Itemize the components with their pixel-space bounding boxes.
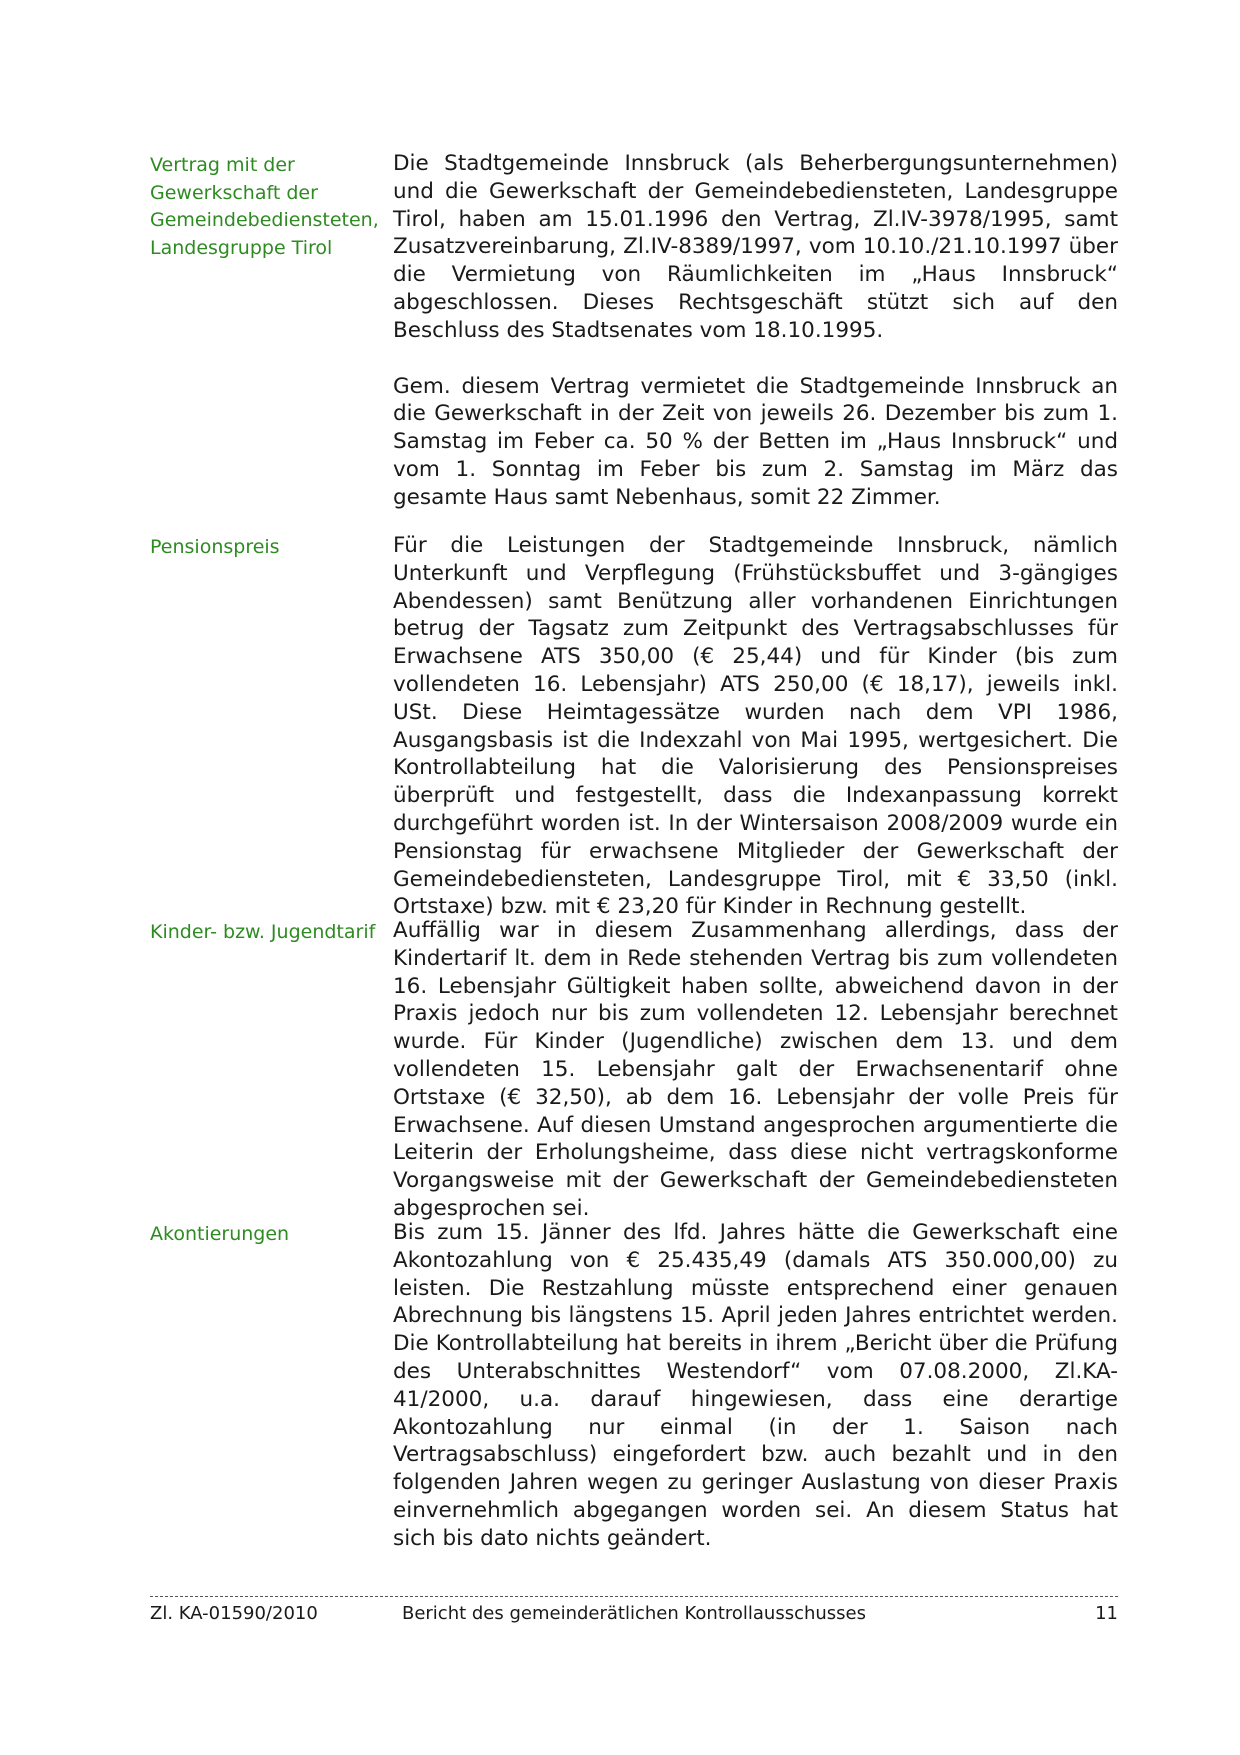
section-contract-body [393, 150, 1118, 512]
page-footer [150, 1600, 1118, 1630]
footer-title: Bericht des gemeinderätlichen Kontrollausschusses [401, 1603, 867, 1624]
footer-reference: Zl. KA-01590/2010 [150, 1603, 318, 1624]
margin-label-pension-price: Pensionspreis [150, 536, 280, 558]
margin-label-contract: Vertrag mit der Gewerkschaft der Gemeindebediensteten, Landesgruppe Tirol [150, 154, 379, 259]
paragraph-advance-payments: Bis zum 15. Jänner des lfd. Jahres hätte die Gewerkschaft eine Akontozahlung von € 25.435,49 (damals ATS 350.000,00) zu leisten. Die Restzahlung müsste entsprechend einer genauen Abrechnung bis längstens 15. April jeden Jahres entrichtet werden. Die Kontrollabteilung hat bereits in ihrem „Bericht über die Prüfung des Unterabschnittes Westendorf“ vom 07.08.2000, Zl.KA-41/2000, u.a. darauf hingewiesen, dass eine derartige Akontozahlung nur einmal (in der 1. Saison nach Vertragsabschluss) eingefordert bzw. auch bezahlt und in den folgenden Jahren wegen zu geringer Auslastung von dieser Praxis einvernehmlich abgegangen worden sei. An diesem Status hat sich bis dato nichts geändert. [393, 1220, 1118, 1551]
section-pension-price-body [393, 532, 1118, 921]
paragraph-contract-1: Die Stadtgemeinde Innsbruck (als Beherbergungsunternehmen) und die Gewerkschaft der Gemeindebediensteten, Landesgruppe Tirol, haben am 15.01.1996 den Vertrag, Zl.IV-3978/1995, samt Zusatzvereinbarung, Zl.IV-8389/1997, vom 10.10./21.10.1997 über die Vermietung von Räumlichkeiten im „Haus Innsbruck“ abgeschlossen. Dieses Rechtsgeschäft stützt sich auf den Beschluss des Stadtsenates vom 18.10.1995. [393, 151, 1118, 343]
page-number: 11 [1095, 1603, 1118, 1624]
margin-label-youth-tariff: Kinder- bzw. Jugendtarif [150, 921, 376, 943]
margin-label-advance-payments: Akontierungen [150, 1223, 290, 1245]
section-advance-payments-body [393, 1219, 1118, 1553]
paragraph-contract-2: Gem. diesem Vertrag vermietet die Stadtgemeinde Innsbruck an die Gewerkschaft in der Zeit von jeweils 26. Dezember bis zum 1. Samstag im Feber ca. 50 % der Betten im „Haus Innsbruck“ und vom 1. Sonntag im Feber bis zum 2. Samstag im März das gesamte Haus samt Nebenhaus, somit 22 Zimmer. [393, 373, 1118, 510]
section-youth-tariff-body [393, 917, 1118, 1223]
paragraph-pension-price: Für die Leistungen der Stadtgemeinde Innsbruck, nämlich Unterkunft und Verpflegung (Frühstücksbuffet und 3-gängiges Abendessen) samt Benützung aller vorhandenen Einrichtungen betrug der Tagsatz zum Zeitpunkt des Vertragsabschlusses für Erwachsene ATS 350,00 (€ 25,44) und für Kinder (bis zum vollendeten 16. Lebensjahr) ATS 250,00 (€ 18,17), jeweils inkl. USt. Diese Heimtagessätze wurden nach dem VPI 1986, Ausgangsbasis ist die Indexzahl von Mai 1995, wertgesichert. Die Kontrollabteilung hat die Valorisierung des Pensionspreises überprüft und festgestellt, dass die Indexanpassung korrekt durchgeführt worden ist. In der Wintersaison 2008/2009 wurde ein Pensionstag für erwachsene Mitglieder der Gewerkschaft der Gemeindebediensteten, Landesgruppe Tirol, mit € 33,50 (inkl. Ortstaxe) bzw. mit € 23,20 für Kinder in Rechnung gestellt. [393, 533, 1118, 920]
paragraph-youth-tariff: Auffällig war in diesem Zusammenhang allerdings, dass der Kindertarif lt. dem in Rede stehenden Vertrag bis zum vollendeten 16. Lebensjahr Gültigkeit haben sollte, abweichend davon in der Praxis jedoch nur bis zum vollendeten 12. Lebensjahr berechnet wurde. Für Kinder (Jugendliche) zwischen dem 13. und dem vollendeten 15. Lebensjahr galt der Erwachsenentarif ohne Ortstaxe (€ 32,50), ab dem 16. Lebensjahr der volle Preis für Erwachsene. Auf diesen Umstand angesprochen argumentierte die Leiterin der Erholungsheime, dass diese nicht vertragskonforme Vorgangsweise mit der Gewerkschaft der Gemeindebediensteten abgesprochen sei. [393, 918, 1118, 1221]
footer-divider [150, 1596, 1118, 1597]
